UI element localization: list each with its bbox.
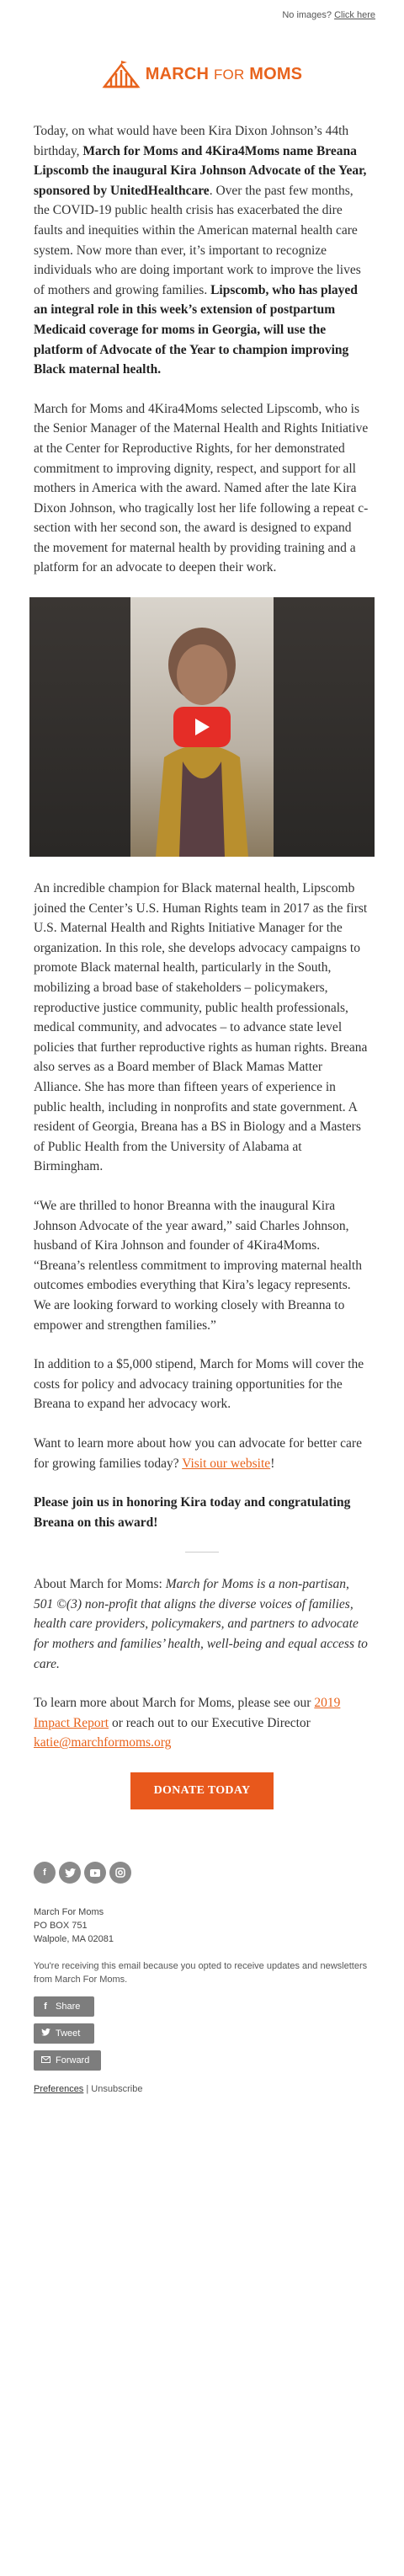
preferences-link[interactable]: Preferences (34, 2084, 84, 2095)
instagram-icon[interactable] (109, 1862, 131, 1884)
youtube-icon[interactable] (84, 1862, 106, 1884)
tent-icon (102, 60, 141, 88)
click-here-link[interactable]: Click here (334, 10, 375, 20)
preheader-text: No images? (282, 10, 332, 20)
twitter-icon[interactable] (59, 1862, 81, 1884)
director-email-link[interactable]: katie@marchformoms.org (34, 1735, 172, 1750)
about-paragraph: About March for Moms: March for Moms is a non-partisan, 501 ©(3) non-profit that aligns the diverse voices of families, health care providers, policymakers, and partners to advocate for mothers and families’ health, well-being and equal access to care. (34, 1577, 368, 1671)
preheader (0, 0, 404, 27)
facebook-icon[interactable]: f (34, 1862, 56, 1884)
po-box: PO BOX 751 (34, 1921, 88, 1932)
email-body (0, 121, 404, 578)
footer-links: Preferences | Unsubscribe (34, 2084, 143, 2095)
tweet-button[interactable]: Tweet (34, 2023, 94, 2044)
mailing-address (34, 1905, 370, 1946)
stipend-paragraph: In addition to a $5,000 stipend, March for Moms will cover the costs for policy and advocacy training opportunities for the Breana to expand her advocacy work. (34, 1357, 364, 1412)
play-icon (194, 718, 210, 736)
impact-report-link[interactable]: 2019 Impact Report (34, 1696, 341, 1730)
visit-website-link[interactable]: Visit our website (182, 1456, 271, 1471)
share-button[interactable]: f Share (34, 1996, 94, 2017)
divider (185, 1552, 219, 1553)
social-links (34, 1862, 370, 1884)
email-body-2 (0, 879, 404, 1809)
intro-paragraph: Today, on what would have been Kira Dixon Johnson’s 44th birthday, March for Moms and 4Kira4Moms name Breana Lipscomb the inaugural Kira Johnson Advocate of the Year, sponsored by UnitedHealthcare. Over the past few months, the COVID-19 public health crisis has exacerbated the dire faults and inequities within the American maternal health care system. Now more than ever, it’s important to recognize individuals who are doing important work to improve the lives of mothers and growing families. Lipscomb, who has played an integral role in this week’s extension of postpartum Medicaid coverage for moms in Georgia, will use the platform of Advocate of the Year to champion improving Black maternal health. (34, 124, 367, 377)
selection-paragraph: March for Moms and 4Kira4Moms selected Lipscomb, who is the Senior Manager of the Maternal Health and Rights Initiative at the Center for Reproductive Rights, for her demonstrated commitment to improving dignity, respect, and support for all mothers in America with the award. Named after the late Kira Dixon Johnson, who tragically lost her life following a repeat c-section with her second son, the award is designed to expand the movement for maternal health by providing training and a platform for an advocate to deepen their work. (34, 401, 369, 575)
footer (0, 1838, 404, 2128)
champion-paragraph: An incredible champion for Black maternal health, Lipscomb joined the Center’s U.S. Human Rights team in 2017 as the first U.S. Maternal Health and Rights Initiative Manager for the organization. In this role, she develops advocacy campaigns to promote Black maternal health, particularly in the South, mobilizing a broad base of stakeholders – policymakers, reproductive justice community, public health professionals, medical community, and advocates – to advance state level policies that further reproductive rights as human rights. Breana also serves as a Board member of Black Mamas Matter Alliance. She has more than fifteen years of experience in public health, including in nonprofits and state government. A resident of Georgia, Breana has a BS in Biology and a Masters of Public Health from the University of Alabama at Birmingham. (34, 881, 368, 1174)
unsubscribe-link[interactable]: Unsubscribe (91, 2084, 143, 2095)
donate-wrap (34, 1772, 370, 1809)
forward-button[interactable]: Forward (34, 2050, 101, 2071)
play-button[interactable] (173, 707, 231, 747)
facebook-share-icon: f (44, 2001, 47, 2012)
learn-more-paragraph: Want to learn more about how you can advocate for better care for growing families today? Visit our website! (34, 1435, 362, 1471)
honor-paragraph: Please join us in honoring Kira today and congratulating Breana on this award! (34, 1495, 351, 1530)
video-thumbnail[interactable] (29, 597, 375, 857)
header-logo (0, 27, 404, 121)
quote-paragraph: “We are thrilled to honor Breanna with the inaugural Kira Johnson Advocate of the year award,” said Charles Johnson, husband of Kira Johnson and founder of 4Kira4Moms. “Breana’s relentless commitment to improving maternal health outcomes embodies everything that Kira’s legacy represents. We are looking forward to working closely with Breanna to empower and strengthen families.” (34, 1198, 362, 1333)
org-name: March For Moms (34, 1907, 104, 1918)
envelope-icon (40, 2055, 50, 2066)
donate-button[interactable]: DONATE TODAY (130, 1772, 274, 1809)
subscription-note: You're receiving this email because you opted to receive updates and newsletters from March For Moms. (34, 1961, 368, 1985)
twitter-share-icon (40, 2028, 50, 2039)
impact-report-paragraph: To learn more about March for Moms, please see our 2019 Impact Report or reach out to our Executive Director katie@marchformoms.org (34, 1696, 341, 1750)
logo-wordmark: MARCH FOR MOMS (145, 64, 303, 83)
march-for-moms-logo[interactable] (102, 60, 302, 88)
city-state-zip: Walpole, MA 02081 (34, 1934, 114, 1945)
